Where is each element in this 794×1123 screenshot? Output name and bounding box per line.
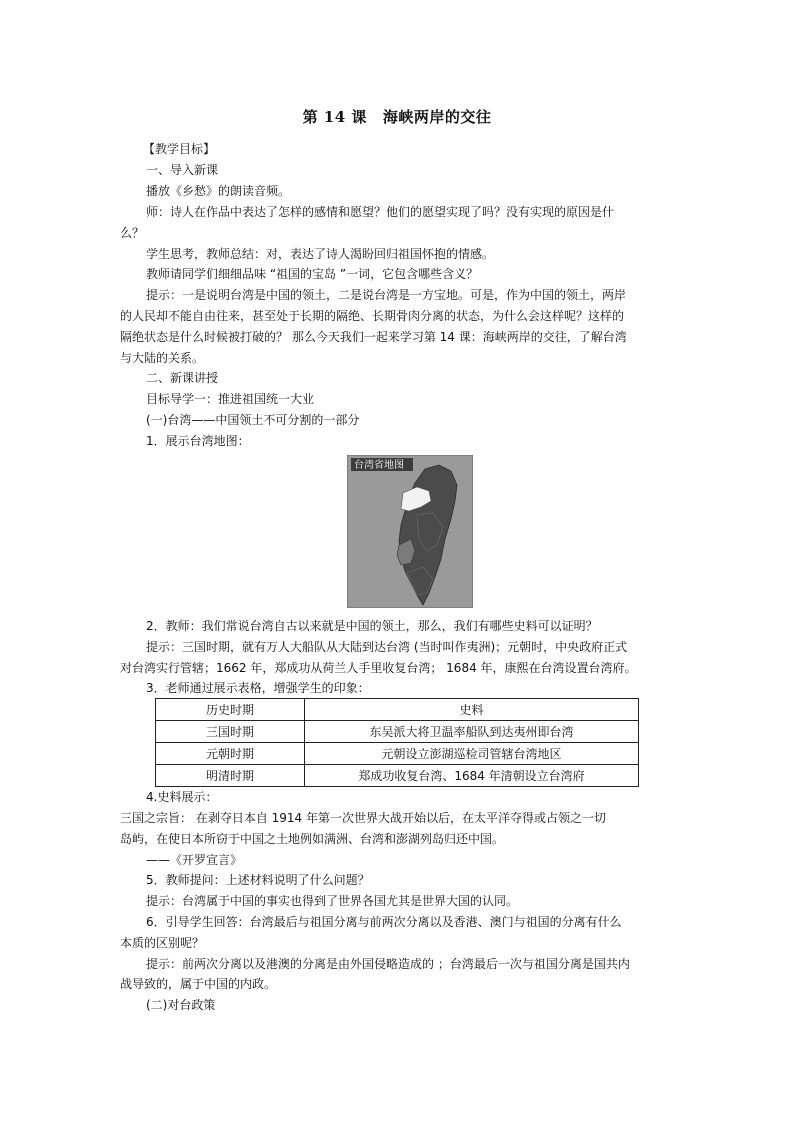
- list-item: 6．引导学生回答：台湾最后与祖国分离与前两次分离以及香港、澳门与祖国的分离有什么: [146, 915, 622, 929]
- table-header-row: [156, 699, 639, 721]
- table-cell: 东吴派大将卫温率船队到达夷州即台湾: [305, 721, 639, 743]
- table-header-cell: 史料: [305, 699, 639, 721]
- paragraph: 提示：前两次分离以及港澳的分离是由外国侵略造成的 ；台湾最后一次与祖国分离是国共内: [146, 957, 630, 971]
- paragraph: 对台湾实行管辖；1662 年，郑成功从荷兰人手里收复台湾； 1684 年，康熙在台湾设置台湾府。: [120, 661, 637, 675]
- table-header-cell: 历史时期: [156, 699, 305, 721]
- paragraph: 师：诗人在作品中表达了怎样的感情和愿望？他们的愿望实现了吗？没有实现的原因是什: [146, 205, 615, 219]
- quote-text: 三国之宗旨： 在剥夺日本自 1914 年第一次世界大战开始以后，在太平洋夺得或占领之一切: [120, 811, 606, 825]
- table-cell: 明清时期: [156, 765, 305, 787]
- paragraph: 与大陆的关系。: [120, 351, 205, 365]
- subsection-heading: (二)对台政策: [146, 998, 216, 1012]
- paragraph: 提示：三国时期，就有万人大船队从大陆到达台湾 (当时叫作夷洲)；元朝时，中央政府正式: [146, 640, 628, 654]
- paragraph: 战导致的，属于中国的内政。: [120, 977, 277, 991]
- list-item: 本质的区别呢？: [120, 936, 205, 950]
- paragraph: 教师请同学们细细品味 “祖国的宝岛 ”一词，它包含哪些含义？: [146, 267, 479, 281]
- paragraph: 播放《乡愁》的朗读音频。: [146, 184, 291, 198]
- quote-source: ——《开罗宣言》: [146, 853, 243, 867]
- paragraph: 学生思考，教师总结：对，表达了诗人渴盼回归祖国怀抱的情感。: [146, 247, 495, 261]
- table-row: [156, 743, 639, 765]
- map-label: 台湾省地图: [354, 460, 404, 471]
- paragraph: 提示：台湾属于中国的事实也得到了世界各国尤其是世界大国的认同。: [146, 894, 519, 908]
- list-item: 1．展示台湾地图：: [146, 434, 250, 448]
- list-item: 4.史料展示：: [146, 790, 218, 804]
- goal-heading: 目标导学一：推进祖国统一大业: [146, 392, 315, 406]
- table-row: [156, 765, 639, 787]
- table-cell: 元朝设立澎湖巡检司管辖台湾地区: [305, 743, 639, 765]
- paragraph: 隔绝状态是什么时候被打破的？ 那么今天我们一起来学习第 14 课：海峡两岸的交往，了解台湾: [120, 330, 627, 344]
- table-cell: 三国时期: [156, 721, 305, 743]
- table-cell: 元朝时期: [156, 743, 305, 765]
- list-item: 3．老师通过展示表格，增强学生的印象：: [146, 681, 370, 695]
- list-item: 5．教师提问：上述材料说明了什么问题？: [146, 873, 370, 887]
- section-1-heading: 一、导入新课: [146, 163, 219, 177]
- paragraph: 提示：一是说明台湾是中国的领土，二是说台湾是一方宝地。可是，作为中国的领土，两岸: [146, 288, 627, 302]
- paragraph: 么？: [120, 226, 145, 240]
- teaching-objectives-heading: 【教学目标】: [143, 142, 216, 156]
- lesson-number: 第 14 课: [302, 108, 367, 126]
- page-title: [0, 106, 794, 127]
- section-2-heading: 二、新课讲授: [146, 371, 219, 385]
- subsection-heading: (一)台湾——中国领土不可分割的一部分: [146, 413, 360, 427]
- quote-text: 岛屿，在使日本所窃于中国之土地例如满洲、台湾和澎湖列岛归还中国。: [120, 832, 505, 846]
- taiwan-map-image: [347, 455, 473, 608]
- paragraph: 的人民却不能自由往来，甚至处于长期的隔绝、长期骨肉分离的状态，为什么会这样呢？这样的: [120, 309, 625, 323]
- history-table: [155, 698, 639, 787]
- table-cell: 郑成功收复台湾、1684 年清朝设立台湾府: [305, 765, 639, 787]
- table-row: [156, 721, 639, 743]
- list-item: 2．教师：我们常说台湾自古以来就是中国的领土，那么，我们有哪些史料可以证明？: [146, 619, 598, 633]
- lesson-title: 海峡两岸的交往: [382, 108, 492, 126]
